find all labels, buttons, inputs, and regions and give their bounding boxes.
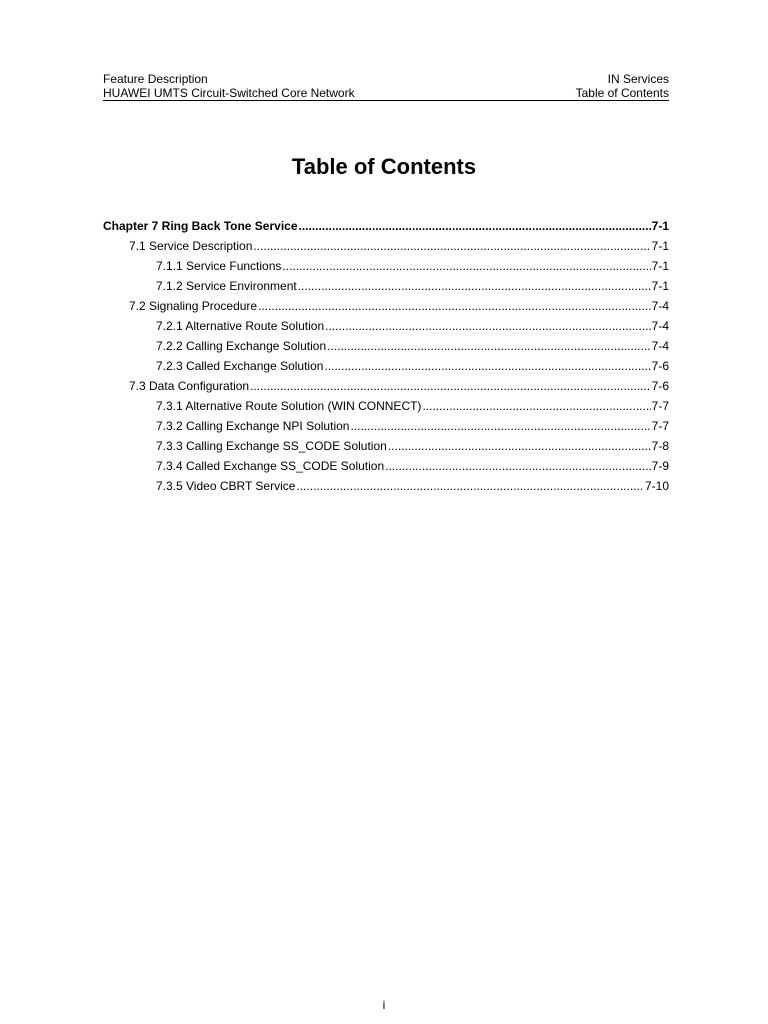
page-number: i [382,998,386,1012]
header-product-name: HUAWEI UMTS Circuit-Switched Core Network [103,86,355,100]
toc-dot-leader [385,456,651,476]
header-row-1 [103,72,669,86]
toc-entry-title: 7.3 Data Configuration [129,379,250,393]
toc-entry[interactable] [103,316,669,336]
toc-dot-leader [350,416,650,436]
toc-entry-title: 7.2.3 Called Exchange Solution [156,359,324,373]
toc-entry[interactable] [103,236,669,256]
toc-entry-title: 7.2.2 Calling Exchange Solution [156,339,327,353]
toc-dot-leader [296,476,644,496]
toc-entry[interactable] [103,296,669,316]
toc-entry-page: 7-6 [651,359,669,373]
toc-entry[interactable] [103,216,669,236]
toc-dot-leader [298,276,651,296]
header-page-section: Table of Contents [575,86,669,100]
toc-entry-title: 7.1.2 Service Environment [156,279,297,293]
toc-dot-leader [325,316,651,336]
toc-entry-page: 7-9 [651,459,669,473]
toc-entry-page: 7-4 [651,299,669,313]
toc-entry-title: 7.3.3 Calling Exchange SS_CODE Solution [156,439,387,453]
toc-dot-leader [388,436,651,456]
toc-entry[interactable] [103,336,669,356]
toc-entry[interactable] [103,376,669,396]
toc-entry-page: 7-1 [651,259,669,273]
toc-entry-page: 7-7 [651,419,669,433]
toc-dot-leader [253,236,650,256]
header-row-2 [103,86,669,100]
header-section-name: IN Services [607,72,669,86]
toc-entry[interactable] [103,276,669,296]
header-divider [103,100,669,101]
toc-entry[interactable] [103,436,669,456]
toc-entry-title: 7.3.5 Video CBRT Service [156,479,296,493]
toc-entry-page: 7-6 [651,379,669,393]
toc-entry-page: 7-1 [651,219,669,233]
toc-entry[interactable] [103,256,669,276]
toc-dot-leader [422,396,650,416]
page-header [103,72,669,100]
toc-entry-title: 7.2 Signaling Procedure [129,299,258,313]
toc-entry-title: Chapter 7 Ring Back Tone Service [103,219,298,233]
toc-entry-title: 7.3.2 Calling Exchange NPI Solution [156,419,350,433]
toc-entry[interactable] [103,396,669,416]
toc-entry-page: 7-4 [651,339,669,353]
toc-dot-leader [258,296,651,316]
toc-entry-page: 7-10 [644,479,669,493]
toc-dot-leader [324,356,650,376]
toc-entry[interactable] [103,456,669,476]
toc-dot-leader [282,256,650,276]
toc-dot-leader [299,216,651,236]
toc-entry-title: 7.2.1 Alternative Route Solution [156,319,325,333]
toc-entry-page: 7-8 [651,439,669,453]
toc-entry-page: 7-7 [651,399,669,413]
toc-dot-leader [250,376,651,396]
toc-entry-title: 7.1.1 Service Functions [156,259,282,273]
toc-entry[interactable] [103,356,669,376]
header-document-type: Feature Description [103,72,208,86]
toc-entry[interactable] [103,476,669,496]
toc-entry-title: 7.1 Service Description [129,239,253,253]
page-title: Table of Contents [291,154,477,179]
toc-entry-page: 7-1 [651,279,669,293]
toc-dot-leader [327,336,651,356]
toc-entry-page: 7-1 [651,239,669,253]
toc-entry-title: 7.3.4 Called Exchange SS_CODE Solution [156,459,385,473]
toc-entry-page: 7-4 [651,319,669,333]
toc-entry[interactable] [103,416,669,436]
toc-entry-title: 7.3.1 Alternative Route Solution (WIN CONNECT) [156,399,422,413]
table-of-contents [103,216,669,496]
